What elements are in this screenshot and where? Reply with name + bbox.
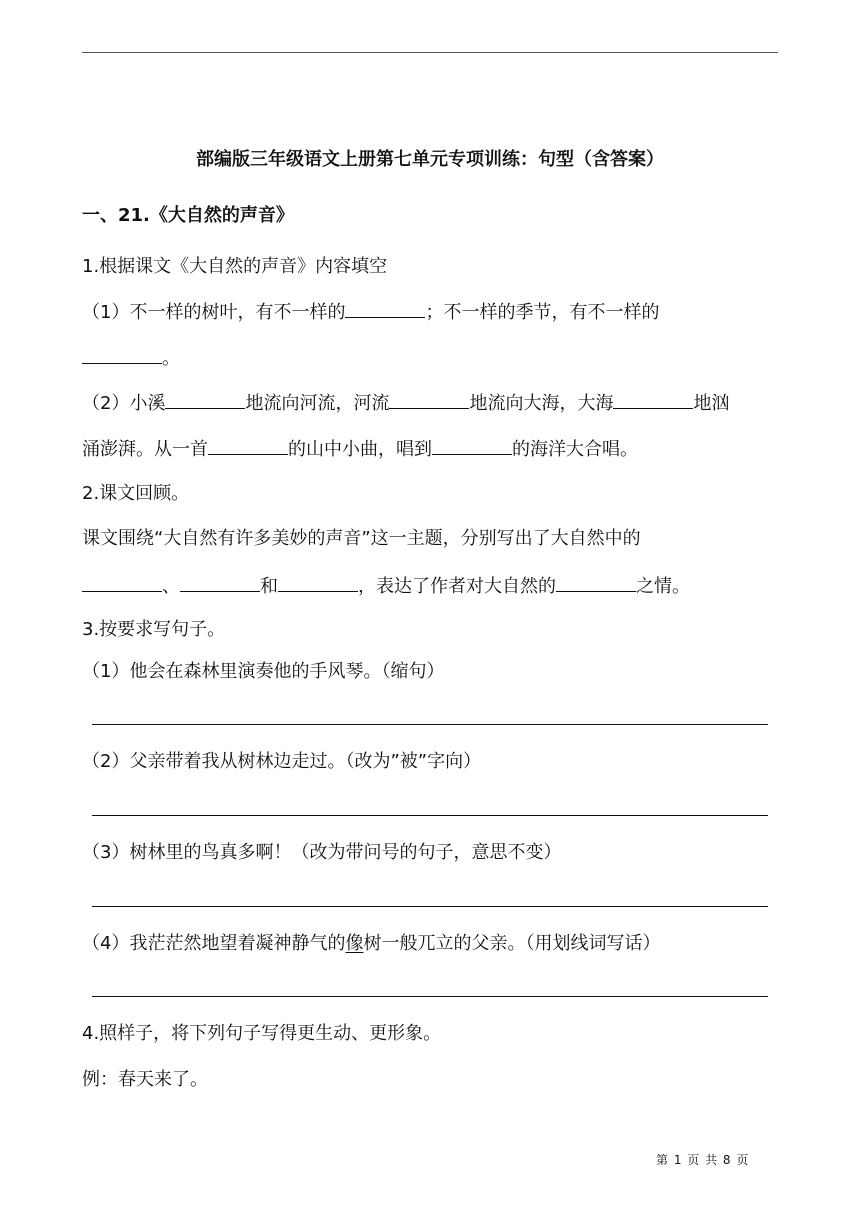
answer-blank[interactable] [389,390,469,409]
q1-part2-text-f: 的山中小曲，唱到 [288,439,432,460]
q1-part1-line2 [82,345,180,371]
section-heading: 一、21.《大自然的声音》 [82,205,294,226]
q1-part1-end: 。 [162,348,180,369]
answer-blank[interactable] [82,345,162,364]
header-rule [82,52,778,53]
q1-part2-text-a: （2）小溪 [82,393,166,414]
q3-s4-text-b: 树一般兀立的父亲。（用划线词写话） [363,933,661,954]
q1-part2-line1 [82,390,729,416]
q1-part2-text-e: 涌澎湃。从一首 [82,439,208,460]
q3-s4-text-a: （4）我茫茫然地望着凝神静气的 [82,933,346,954]
q2-sep1: 、 [162,576,180,597]
q2-prompt: 2.课文回顾。 [82,483,190,504]
q3-prompt: 3.按要求写句子。 [82,619,226,640]
q1-part2-text-d: 地汹 [693,393,730,414]
q4-prompt: 4.照样子，将下列句子写得更生动、更形象。 [82,1023,442,1044]
q1-part1-text-b: ；不一样的季节，有不一样的 [425,302,660,323]
q1-part1-line1 [82,299,659,325]
answer-blank[interactable] [82,573,162,592]
document-title: 部编版三年级语文上册第七单元专项训练：句型（含答案） [196,149,664,170]
q3-sentence-3: （3）树林里的鸟真多啊！（改为带问号的句子，意思不变） [82,842,562,863]
q1-part2-text-c: 地流向大海，大海 [469,393,614,414]
answer-line[interactable] [92,996,768,997]
answer-line[interactable] [92,724,768,725]
q4-example: 例：春天来了。 [82,1069,208,1090]
q2-sep2: 和 [260,576,278,597]
q3-sentence-2: （2）父亲带着我从树林边走过。（改为”被”字向） [82,751,482,772]
page-footer: 第 1 页 共 8 页 [656,1153,750,1167]
q1-part1-text-a: （1）不一样的树叶，有不一样的 [82,302,346,323]
answer-blank[interactable] [208,436,288,455]
q2-sep3: ，表达了作者对大自然的 [358,576,556,597]
answer-blank[interactable] [556,573,636,592]
q2-line2 [82,573,690,599]
q2-end: 之情。 [636,576,690,597]
q1-prompt: 1.根据课文《大自然的声音》内容填空 [82,256,388,277]
q2-line1: 课文围绕“大自然有许多美妙的声音”这一主题，分别写出了大自然中的 [82,528,641,549]
answer-blank[interactable] [180,573,260,592]
answer-blank[interactable] [165,390,245,409]
underlined-word: 像 [345,933,364,954]
answer-blank[interactable] [278,573,358,592]
answer-line[interactable] [92,906,768,907]
answer-blank[interactable] [613,390,693,409]
answer-line[interactable] [92,815,768,816]
q3-sentence-1: （1）他会在森林里演奏他的手风琴。（缩句） [82,661,445,682]
q3-sentence-4 [82,932,660,956]
q1-part2-text-b: 地流向河流，河流 [245,393,390,414]
answer-blank[interactable] [345,299,425,318]
q1-part2-text-g: 的海洋大合唱。 [512,439,638,460]
answer-blank[interactable] [432,436,512,455]
q1-part2-line2 [82,436,638,462]
